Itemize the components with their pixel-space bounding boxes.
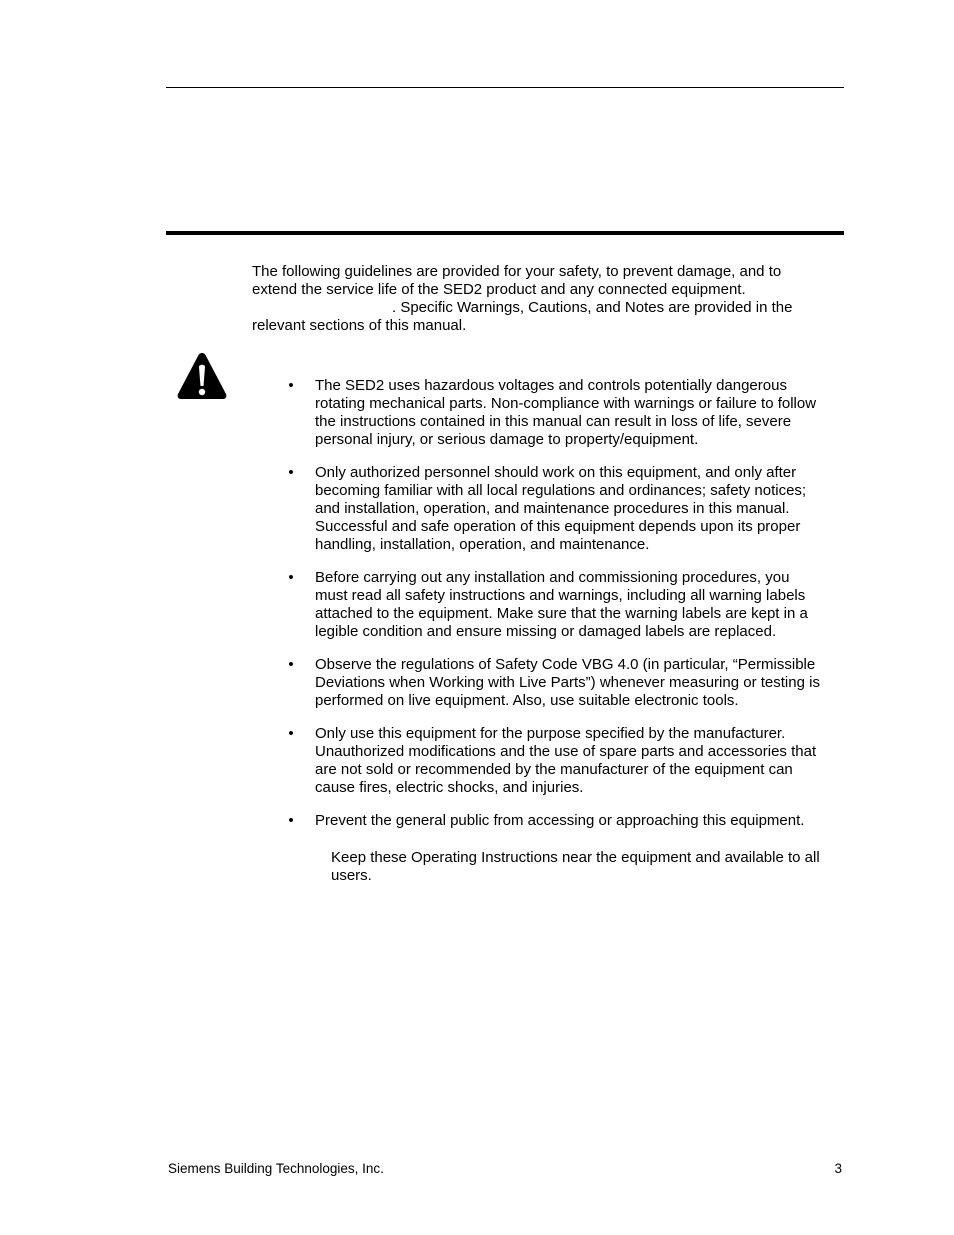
list-item xyxy=(285,812,845,830)
header-rule xyxy=(166,87,844,88)
footer-company: Siemens Building Technologies, Inc. xyxy=(168,1161,384,1176)
bullet-marker: • xyxy=(288,656,294,673)
bullet-marker: • xyxy=(288,464,294,481)
list-item xyxy=(285,656,845,710)
bullet-marker: • xyxy=(288,812,294,829)
bullet-text: The SED2 uses hazardous voltages and controls potentially dangerous rotating mechanical parts. Non-compliance with warnings or failure to follow the instructions contained in this manual can result in loss of life, severe personal injury, or serious damage to property/equipment. xyxy=(315,377,817,448)
intro-line: relevant sections of this manual. xyxy=(252,317,467,334)
intro-line: extend the service life of the SED2 product and any connected equipment. xyxy=(252,281,746,298)
bullet-marker: • xyxy=(288,725,294,742)
safety-bullet-list xyxy=(285,377,845,845)
warning-triangle-icon xyxy=(176,351,228,401)
section-rule xyxy=(166,231,844,235)
intro-line: The following guidelines are provided for your safety, to prevent damage, and to xyxy=(252,263,782,280)
bullet-text: Observe the regulations of Safety Code VBG 4.0 (in particular, “Permissible Deviations when Working with Live Parts”) whenever measuring or testing is performed on live equipment. Also, use suitable electronic tools. xyxy=(315,656,820,709)
note-text: Keep these Operating Instructions near the equipment and available to all users. xyxy=(331,849,820,884)
bullet-text: Only use this equipment for the purpose specified by the manufacturer. Unauthorized modifications and the use of spare parts and accessories that are not sold or recommended by the manufacturer of the equipment can cause fires, electric shocks, and injuries. xyxy=(315,725,817,796)
list-item xyxy=(285,377,845,449)
bullet-text: Prevent the general public from accessing or approaching this equipment. xyxy=(315,812,805,829)
page-number: 3 xyxy=(834,1161,842,1176)
bullet-text: Only authorized personnel should work on this equipment, and only after becoming familiar with all local regulations and ordinances; safety notices; and installation, operation, and maintenance procedures in this manual. Successful and safe operation of this equipment depends upon its proper handling, installation, operation, and maintenance. xyxy=(315,464,807,553)
intro-paragraph xyxy=(252,263,852,335)
intro-line xyxy=(252,299,852,317)
bullet-marker: • xyxy=(288,377,294,394)
list-item xyxy=(285,725,845,797)
list-item xyxy=(285,464,845,554)
intro-line-text: . Specific Warnings, Cautions, and Notes are provided in the xyxy=(392,299,793,316)
bullet-text: Before carrying out any installation and commissioning procedures, you must read all safety instructions and warnings, including all warning labels attached to the equipment. Make sure that the warning labels are kept in a legible condition and ensure missing or damaged labels are replaced. xyxy=(315,569,808,640)
list-item xyxy=(285,569,845,641)
bullet-marker: • xyxy=(288,569,294,586)
